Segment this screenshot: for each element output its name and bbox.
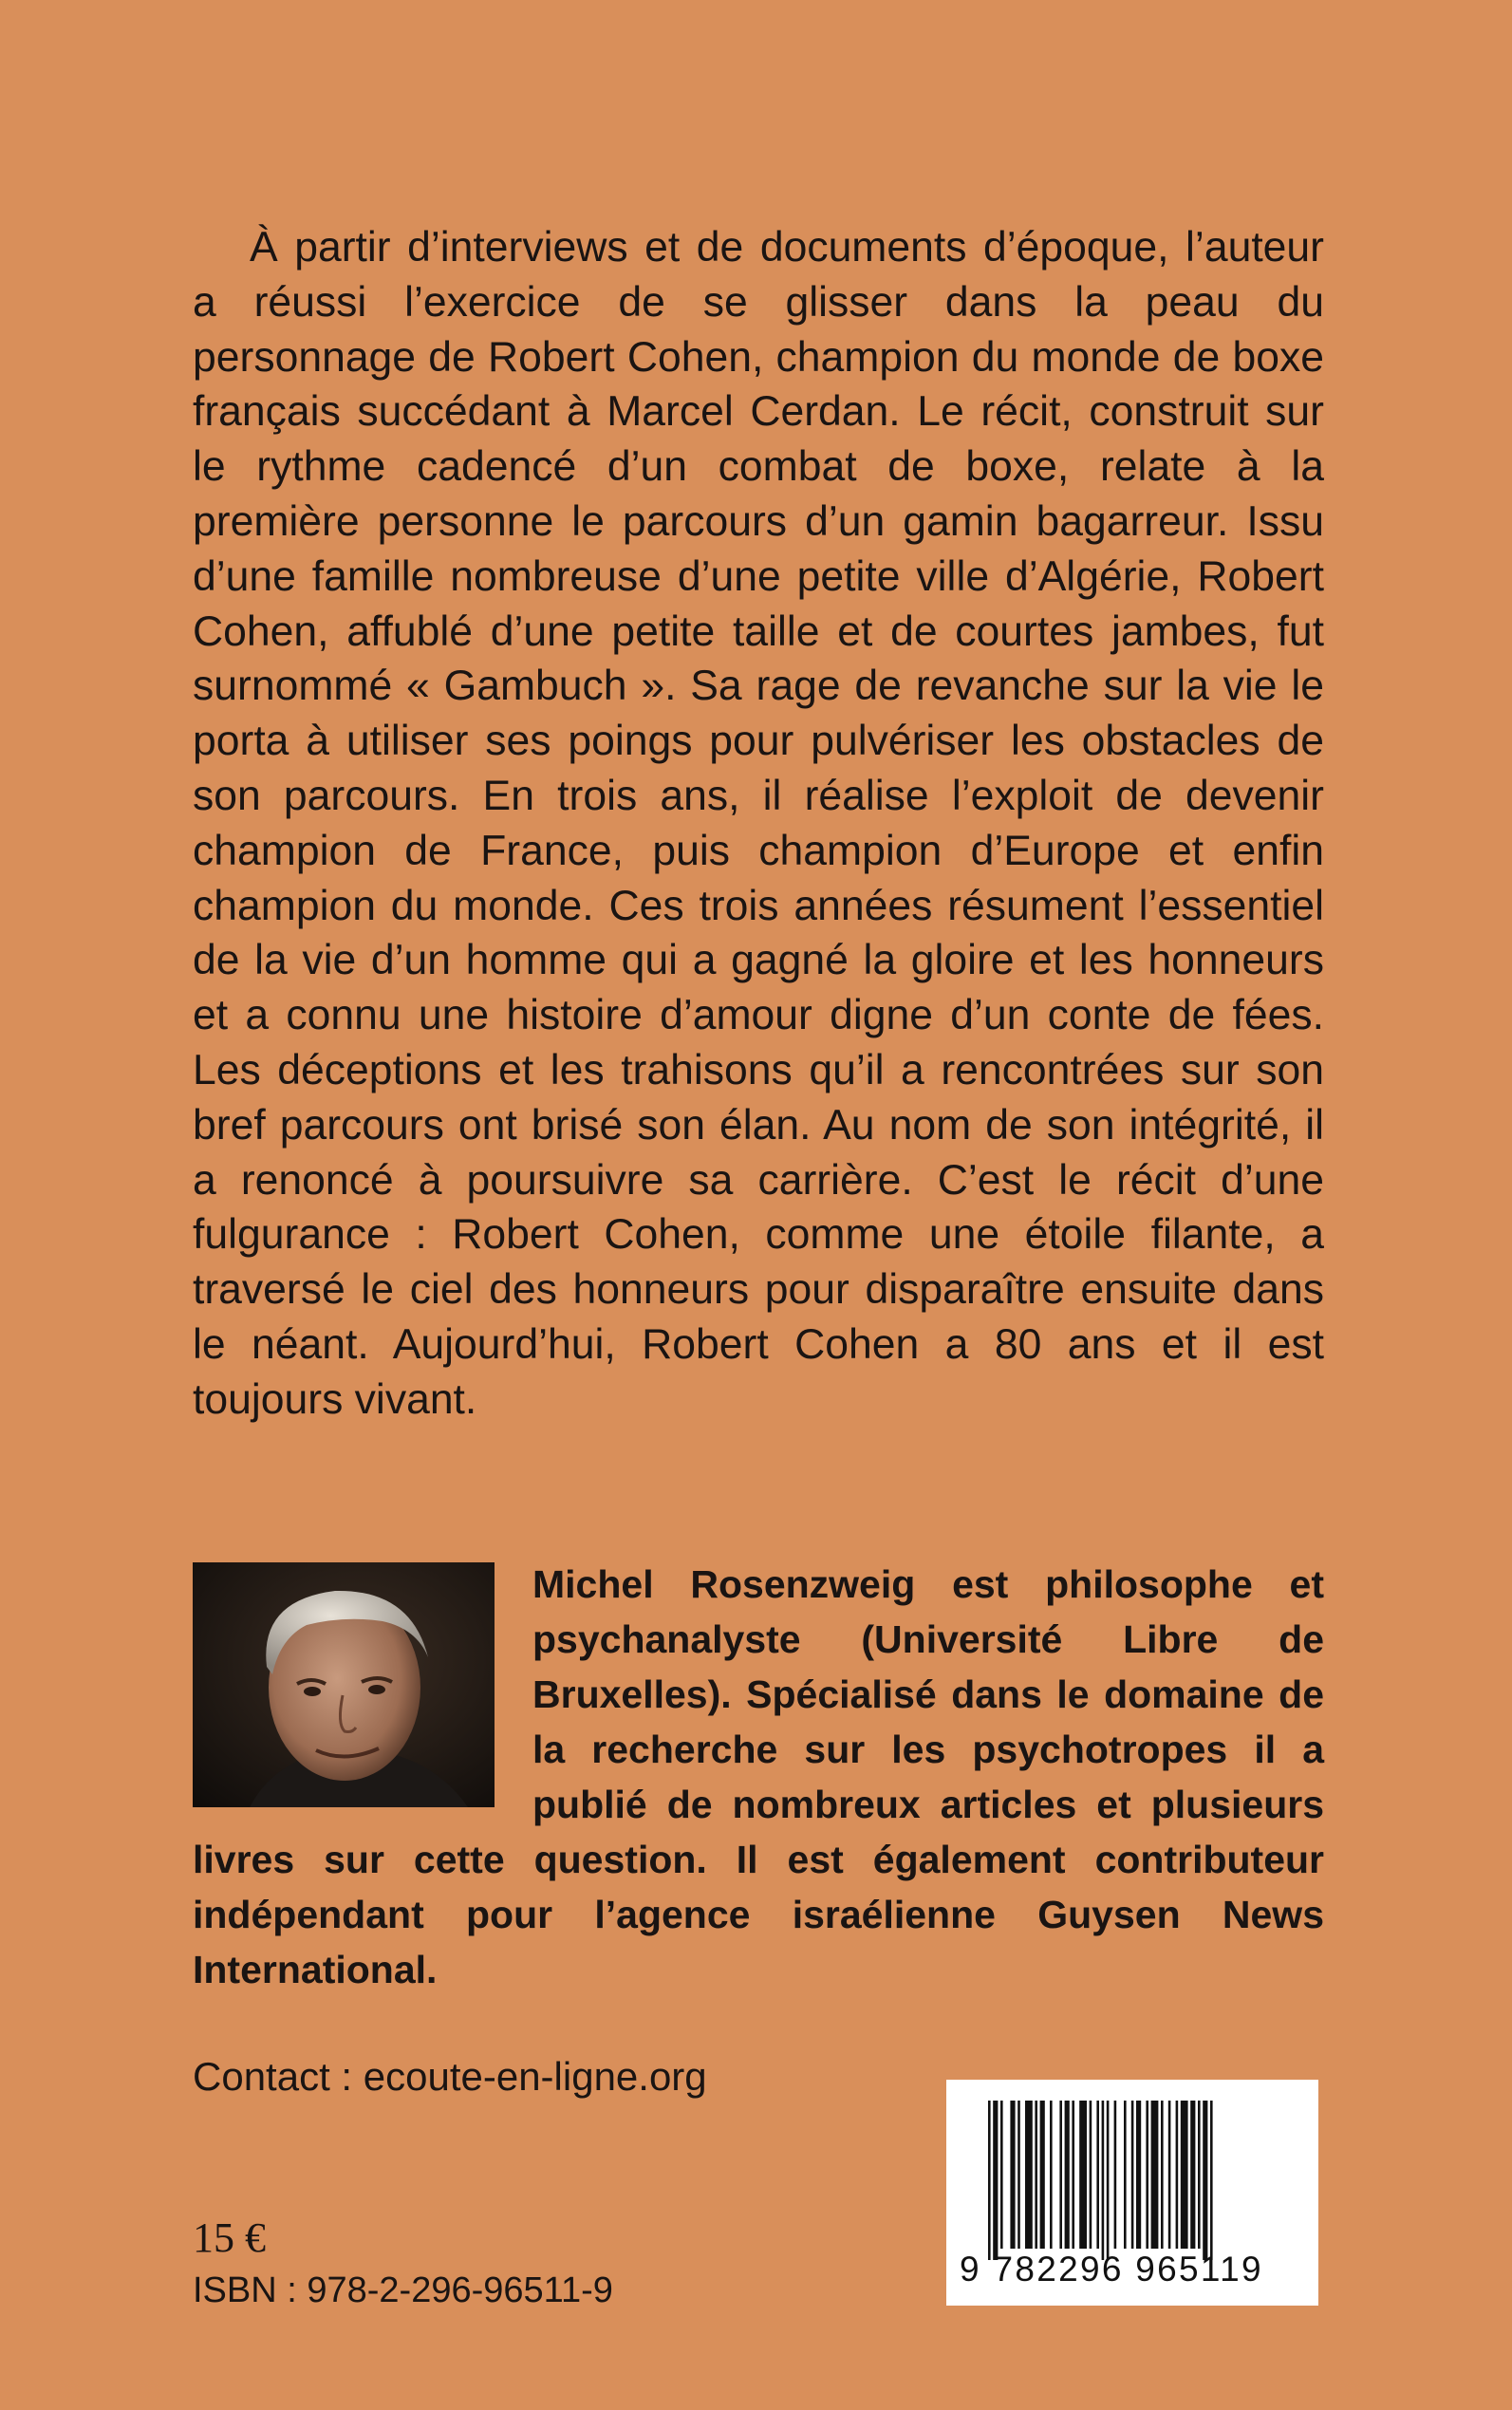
barcode-bar bbox=[1114, 2101, 1117, 2249]
barcode-bar bbox=[1025, 2101, 1033, 2249]
barcode-bar bbox=[1107, 2101, 1110, 2260]
contact-line: Contact : ecoute-en-ligne.org bbox=[193, 2054, 707, 2099]
isbn: ISBN : 978-2-296-96511-9 bbox=[193, 2270, 613, 2310]
barcode-bar bbox=[1017, 2101, 1020, 2249]
barcode-bar bbox=[988, 2101, 991, 2260]
barcode-bar bbox=[1136, 2101, 1141, 2249]
barcode-bar bbox=[1176, 2101, 1179, 2249]
barcode-bar bbox=[1210, 2101, 1213, 2260]
barcode-bar bbox=[1124, 2101, 1127, 2249]
barcode-bar bbox=[1079, 2101, 1087, 2249]
barcode-bar bbox=[1065, 2101, 1070, 2249]
author-bio bbox=[193, 1557, 1324, 1997]
barcode-bar bbox=[1096, 2101, 1099, 2249]
barcode-bar bbox=[1151, 2101, 1159, 2249]
barcode-bar bbox=[1198, 2101, 1201, 2249]
barcode-bar bbox=[1040, 2101, 1045, 2249]
barcode-bar bbox=[1072, 2101, 1074, 2249]
barcode-bar bbox=[1203, 2101, 1207, 2260]
barcode-bar bbox=[1161, 2101, 1164, 2249]
barcode-bar bbox=[1146, 2101, 1148, 2249]
barcode-bar bbox=[1190, 2101, 1195, 2249]
author-bio-text: Michel Rosenzweig est philosophe et psychanalyste (Université Libre de Bruxelles). Spécialisé dans le domaine de la recherche sur les psychotropes il a publié de nombreux articles et plusieurs livres sur cette question. Il est également contributeur indépendant pour l’agence israélienne Guysen News International. bbox=[193, 1562, 1324, 1991]
barcode-bar bbox=[1168, 2101, 1171, 2249]
barcode-bar bbox=[1059, 2101, 1062, 2249]
back-cover-blurb: À partir d’interviews et de documents d’époque, l’auteur a réussi l’exercice de se glisser dans la peau du personnage de Robert Cohen, champion du monde de boxe français succédant à Marcel Cerdan. Le récit, construit sur le rythme cadencé d’un combat de boxe, relate à la première personne le parcours d’un gamin bagarreur. Issu d’une famille nombreuse d’une petite ville d’Algérie, Robert Cohen, affublé d’une petite taille et de courtes jambes, fut surnommé « Gambuch ». Sa rage de revanche sur la vie le porta à utiliser ses poings pour pulvériser les obstacles de son parcours. En trois ans, il réalise l’exploit de devenir champion de France, puis champion d’Europe et enfin champion du monde. Ces trois années résument l’essentiel de la vie d’un homme qui a gagné la gloire et les honneurs et a connu une histoire d’amour digne d’un conte de fées. Les déceptions et les trahisons qu’il a rencontrées sur son bref parcours ont brisé son élan. Au nom de son intégrité, il a renoncé à poursuivre sa carrière. C’est le récit d’une fulgurance : Robert Cohen, comme une étoile filante, a traversé le ciel des honneurs pour disparaître ensuite dans le néant. Aujourd’hui, Robert Cohen a 80 ans et il est toujours vivant. bbox=[193, 224, 1324, 1423]
barcode bbox=[946, 2080, 1318, 2306]
barcode-digits: 9 782296 965119 bbox=[960, 2250, 1263, 2289]
barcode-bar bbox=[1000, 2101, 1003, 2249]
barcode-bar bbox=[993, 2101, 998, 2260]
barcode-bar bbox=[1131, 2101, 1134, 2249]
barcode-bar bbox=[1050, 2101, 1053, 2249]
price: 15 € bbox=[193, 2214, 266, 2261]
barcode-bar bbox=[1102, 2101, 1105, 2260]
barcode-bar bbox=[1090, 2101, 1092, 2249]
author-photo bbox=[193, 1562, 495, 1807]
barcode-bar bbox=[1010, 2101, 1015, 2249]
barcode-bar bbox=[1181, 2101, 1188, 2249]
barcode-bar bbox=[1035, 2101, 1037, 2249]
